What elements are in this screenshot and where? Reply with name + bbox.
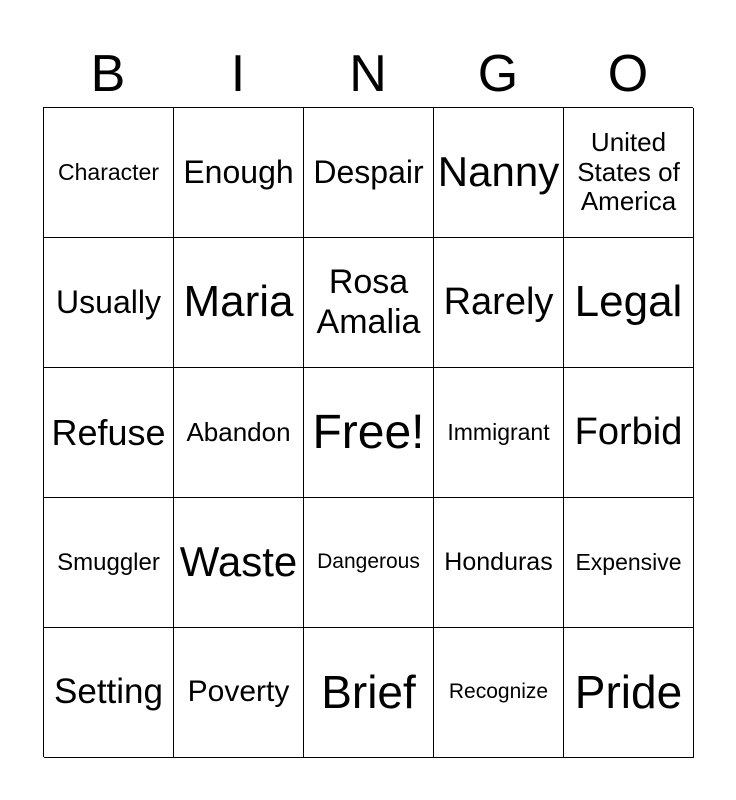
bingo-cell xyxy=(174,108,304,238)
bingo-cell-text: Refuse xyxy=(51,411,166,453)
bingo-cell xyxy=(304,498,434,628)
bingo-cell xyxy=(44,628,174,758)
bingo-cell xyxy=(564,368,694,498)
bingo-cell-text: Legal xyxy=(574,277,683,327)
bingo-cell-text: Brief xyxy=(321,666,416,719)
bingo-cell xyxy=(434,368,564,498)
bingo-cell xyxy=(564,238,694,368)
header-letter-n: N xyxy=(349,45,387,103)
bingo-cell-text: Free! xyxy=(312,405,425,459)
bingo-cell xyxy=(304,368,434,498)
bingo-cell-text: Pride xyxy=(574,666,683,719)
bingo-cell-text: Expensive xyxy=(575,549,682,576)
bingo-cell-text: Rosa Amalia xyxy=(316,263,421,341)
bingo-cell xyxy=(564,498,694,628)
bingo-cell xyxy=(44,498,174,628)
bingo-cell-text: Despair xyxy=(313,154,424,191)
bingo-cell xyxy=(304,628,434,758)
bingo-cell xyxy=(174,238,304,368)
bingo-cell-text: Poverty xyxy=(187,675,290,709)
bingo-cell-text: Honduras xyxy=(444,548,553,577)
bingo-cell-text: Recognize xyxy=(448,680,549,704)
bingo-card-grid xyxy=(43,107,693,757)
bingo-cell-text: Rarely xyxy=(443,280,554,323)
bingo-cell xyxy=(174,498,304,628)
bingo-cell-text: Smuggler xyxy=(57,548,160,576)
bingo-cell xyxy=(434,628,564,758)
bingo-cell-text: Dangerous xyxy=(317,550,420,574)
bingo-cell xyxy=(564,108,694,238)
bingo-cell xyxy=(434,498,564,628)
bingo-cell-text: Character xyxy=(58,159,159,186)
bingo-cell xyxy=(44,108,174,238)
bingo-cell-text: United States of America xyxy=(577,126,680,217)
bingo-cell-text: Immigrant xyxy=(447,419,550,446)
bingo-cell-text: Maria xyxy=(183,277,294,327)
bingo-cell-text: Waste xyxy=(179,538,298,586)
bingo-cell-text: Nanny xyxy=(437,148,560,196)
bingo-cell xyxy=(564,628,694,758)
header-letter-i: I xyxy=(230,45,246,103)
bingo-cell xyxy=(304,108,434,238)
bingo-cell xyxy=(174,628,304,758)
bingo-cell xyxy=(174,368,304,498)
bingo-cell xyxy=(434,238,564,368)
bingo-cell-text: Abandon xyxy=(186,416,291,447)
header-letter-g: G xyxy=(477,45,519,103)
header-letter-o: O xyxy=(607,45,649,103)
bingo-cell xyxy=(44,238,174,368)
bingo-cell xyxy=(44,368,174,498)
bingo-cell xyxy=(434,108,564,238)
bingo-cell-text: Forbid xyxy=(574,410,683,453)
bingo-cell-text: Usually xyxy=(56,284,161,321)
bingo-cell-text: Enough xyxy=(183,154,294,191)
bingo-header xyxy=(43,42,693,106)
bingo-cell xyxy=(304,238,434,368)
header-letter-b: B xyxy=(90,45,126,103)
bingo-cell-text: Setting xyxy=(54,672,163,712)
